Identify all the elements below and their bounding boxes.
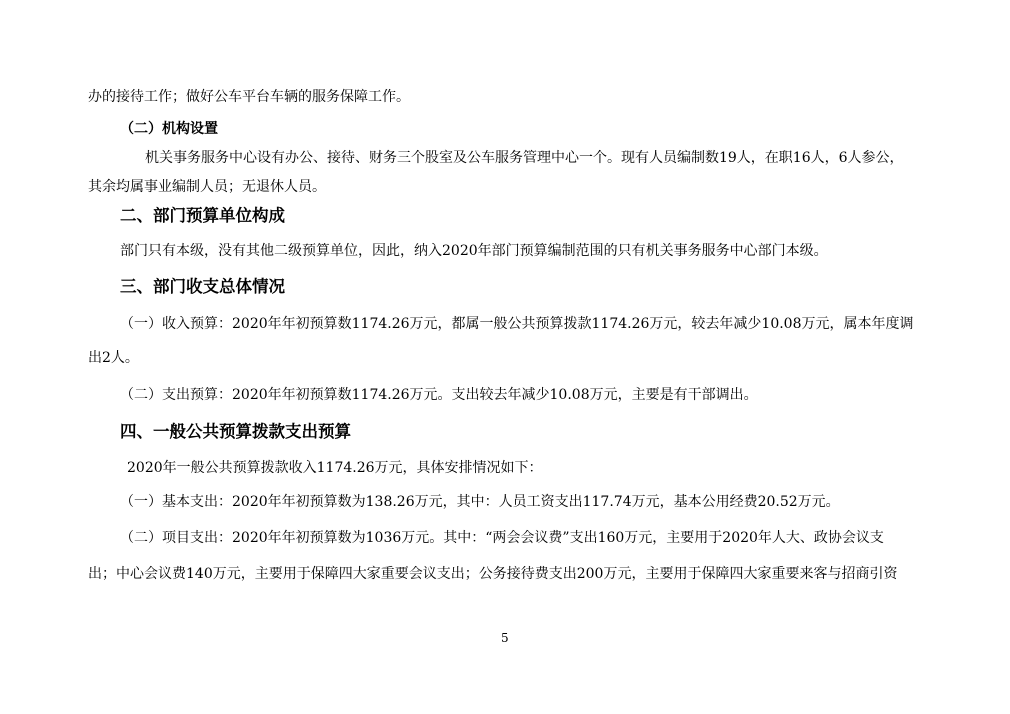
page-number: 5 [501,631,509,645]
paragraph-line: （二）支出预算：2020年年初预算数1174.26万元。支出较去年减少10.08万元，主要是有干部调出。 [120,387,758,403]
paragraph-line: 办的接待工作；做好公车平台车辆的服务保障工作。 [88,89,410,105]
paragraph-line: （二）项目支出：2020年年初预算数为1036万元。其中：“两会会议费”支出160万元，主要用于2020年人大、政协会议支 [120,530,884,546]
section-heading: 四、一般公共预算拨款支出预算 [120,422,351,441]
paragraph-line: 出2人。 [88,350,139,366]
section-subheading: （二）机构设置 [120,121,218,137]
paragraph-line: （一）收入预算：2020年年初预算数1174.26万元，都属一般公共预算拨款1174.26万元，较去年减少10.08万元，属本年度调 [120,316,914,332]
section-heading: 三、部门收支总体情况 [120,277,285,296]
paragraph-line: 2020年一般公共预算拨款收入1174.26万元，具体安排情况如下： [127,460,543,476]
paragraph-line: 部门只有本级，没有其他二级预算单位，因此，纳入2020年部门预算编制范围的只有机关事务服务中心部门本级。 [120,243,828,259]
paragraph-line: 出；中心会议费140万元，主要用于保障四大家重要会议支出；公务接待费支出200万元，主要用于保障四大家重要来客与招商引资 [88,566,898,582]
paragraph-line: （一）基本支出：2020年年初预算数为138.26万元，其中：人员工资支出117.74万元，基本公用经费20.52万元。 [120,494,840,510]
section-heading: 二、部门预算单位构成 [120,206,285,225]
paragraph-line: 机关事务服务中心设有办公、接待、财务三个股室及公车服务管理中心一个。现有人员编制数19人，在职16人，6人参公， [145,150,904,166]
paragraph-line: 其余均属事业编制人员；无退休人员。 [88,179,326,195]
